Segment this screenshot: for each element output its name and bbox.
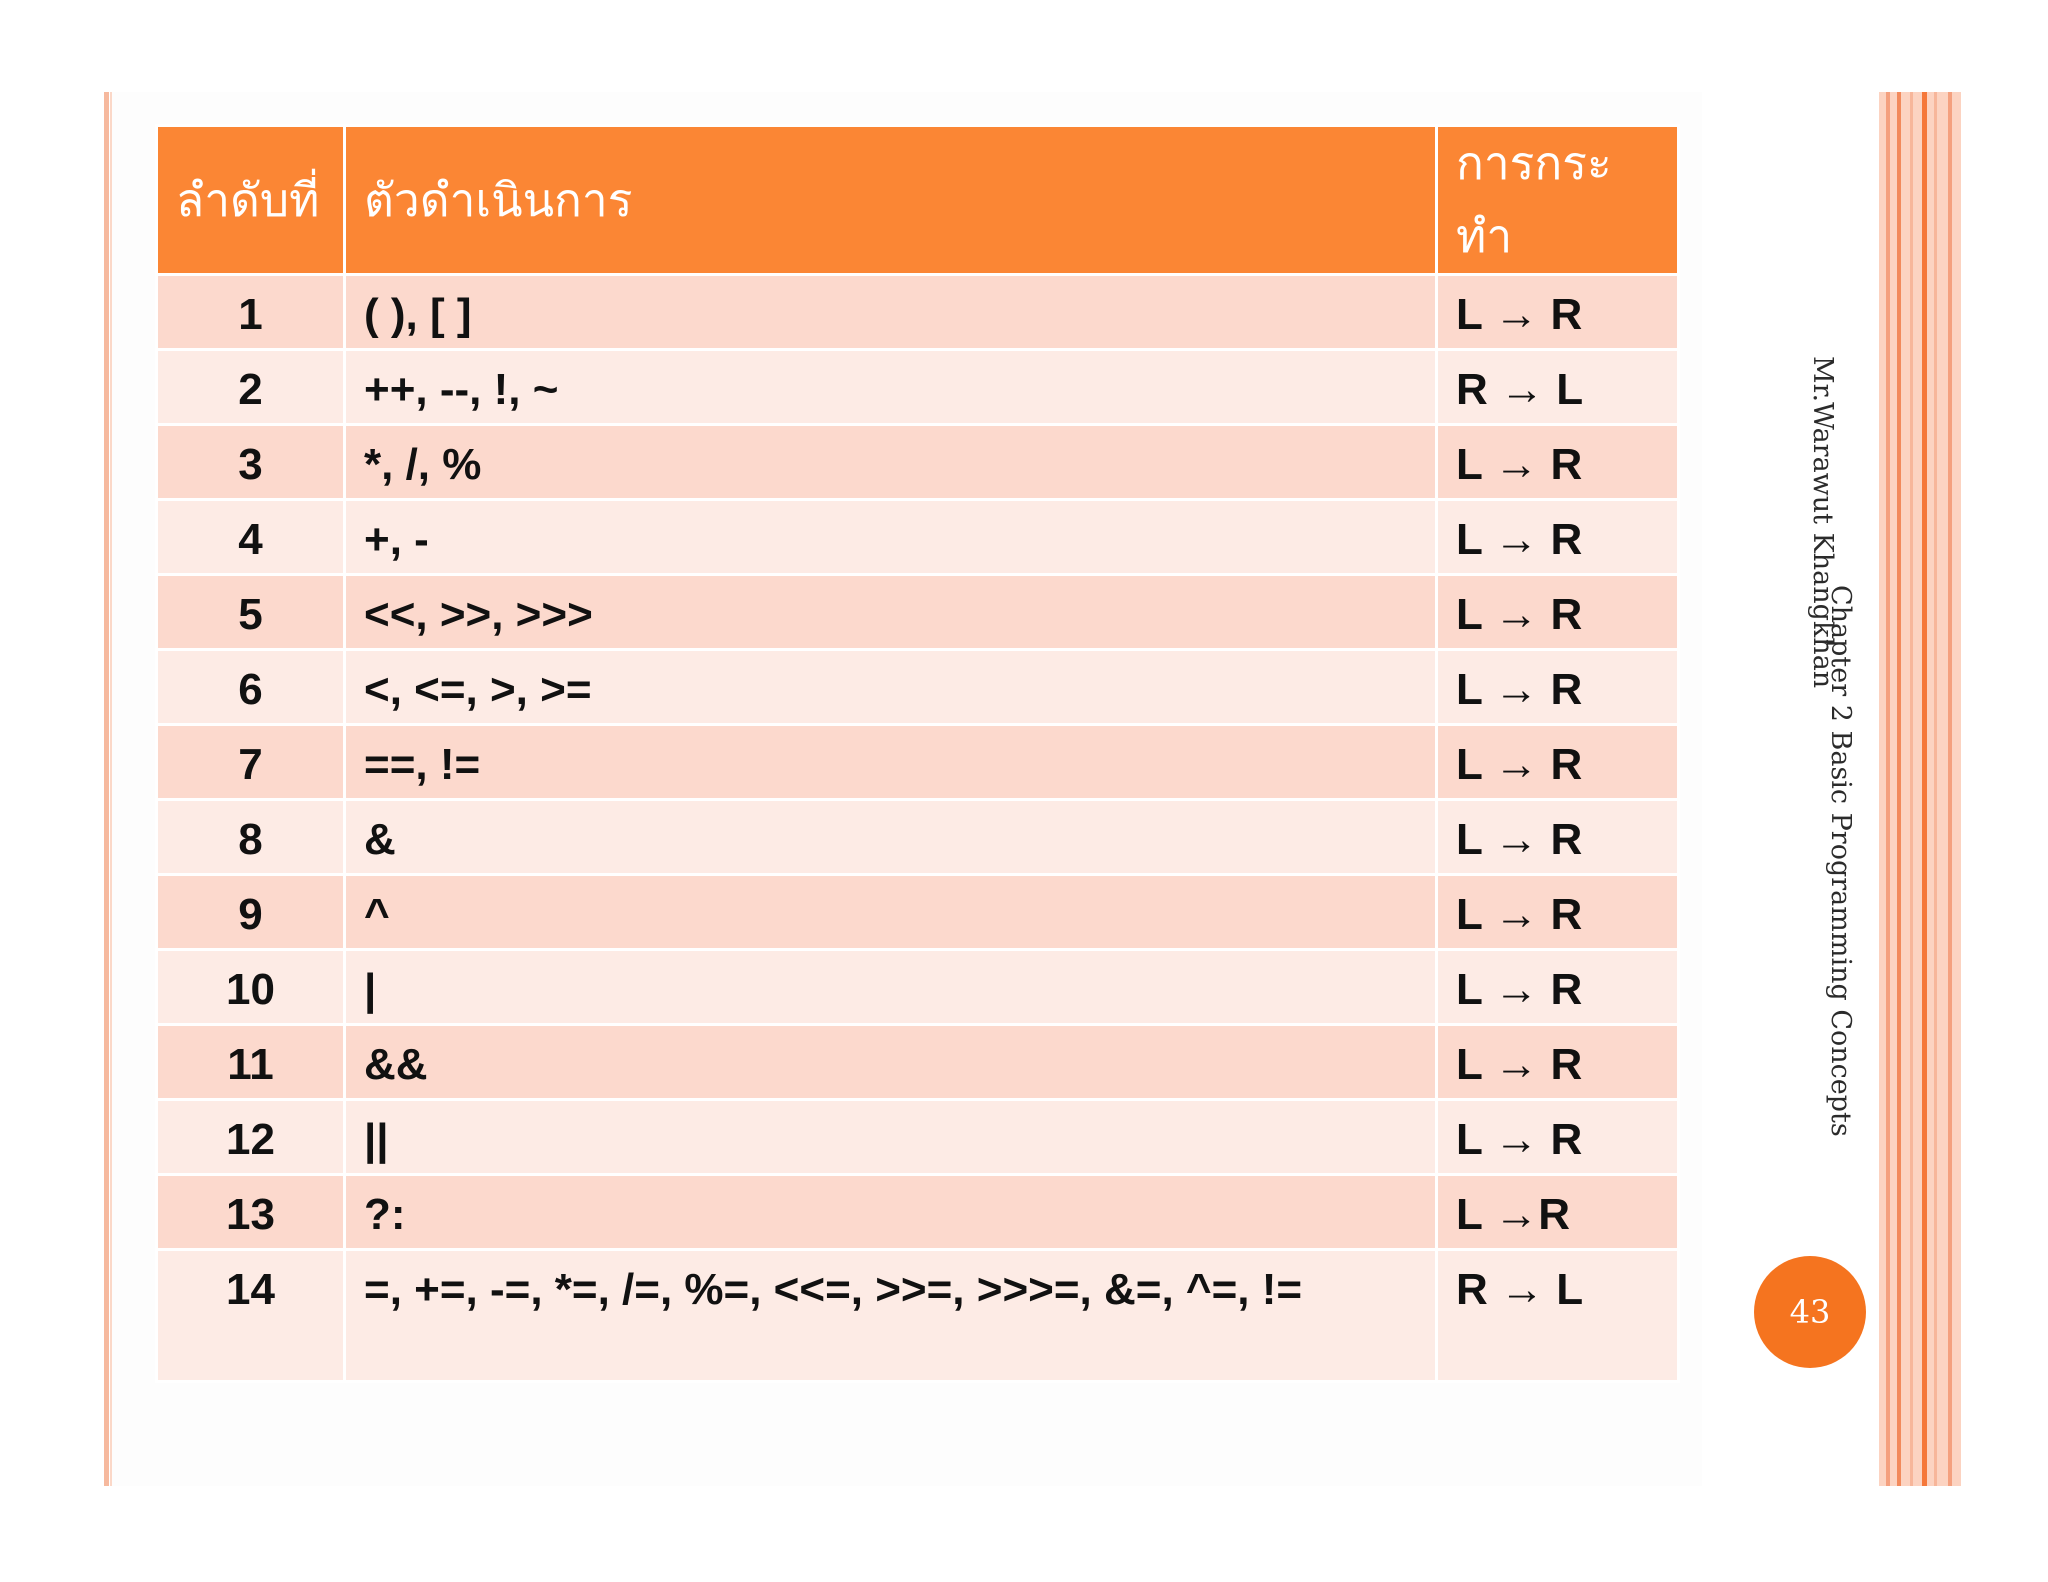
- table-row: [157, 950, 1679, 1025]
- table-row: [157, 575, 1679, 650]
- action-cell: L → R: [1437, 725, 1679, 800]
- operator-cell: ^: [345, 875, 1437, 950]
- table-row: [157, 650, 1679, 725]
- page-number-badge: 43: [1754, 1256, 1866, 1368]
- table-row: [157, 1175, 1679, 1250]
- operator-cell: &: [345, 800, 1437, 875]
- table-row: [157, 1250, 1679, 1382]
- action-cell: L → R: [1437, 275, 1679, 350]
- action-cell: L → R: [1437, 950, 1679, 1025]
- order-cell: 6: [157, 650, 345, 725]
- action-cell: L → R: [1437, 575, 1679, 650]
- operator-cell: &&: [345, 1025, 1437, 1100]
- order-cell: 11: [157, 1025, 345, 1100]
- right-stripe: [1922, 92, 1927, 1486]
- author-name: Mr.Warawut Khangkhan: [1807, 356, 1838, 689]
- operator-cell: ?:: [345, 1175, 1437, 1250]
- right-stripe: [1934, 92, 1937, 1486]
- header-action: การกระทำ: [1437, 126, 1679, 275]
- left-accent-bar: [104, 92, 109, 1486]
- operator-cell: <<, >>, >>>: [345, 575, 1437, 650]
- order-cell: 5: [157, 575, 345, 650]
- order-cell: 4: [157, 500, 345, 575]
- chapter-title: Chapter 2 Basic Programming Concepts: [1825, 585, 1856, 1137]
- order-cell: 10: [157, 950, 345, 1025]
- order-cell: 8: [157, 800, 345, 875]
- table-header-row: [157, 126, 1679, 275]
- action-cell: R → L: [1437, 350, 1679, 425]
- table-row: [157, 1100, 1679, 1175]
- order-cell: 14: [157, 1250, 345, 1382]
- order-cell: 13: [157, 1175, 345, 1250]
- operator-cell: ++, --, !, ~: [345, 350, 1437, 425]
- right-stripe: [1910, 92, 1913, 1486]
- operator-cell: |: [345, 950, 1437, 1025]
- header-order: ลำดับที่: [157, 126, 345, 275]
- table-row: [157, 725, 1679, 800]
- order-cell: 12: [157, 1100, 345, 1175]
- order-cell: 3: [157, 425, 345, 500]
- table-row: [157, 350, 1679, 425]
- right-stripe: [1897, 92, 1901, 1486]
- order-cell: 9: [157, 875, 345, 950]
- action-cell: L → R: [1437, 650, 1679, 725]
- table-row: [157, 875, 1679, 950]
- operator-cell: =, +=, -=, *=, /=, %=, <<=, >>=, >>>=, &=, ^=, !=: [345, 1250, 1437, 1382]
- operator-precedence-table: [155, 124, 1680, 1383]
- operator-cell: +, -: [345, 500, 1437, 575]
- action-cell: L → R: [1437, 1025, 1679, 1100]
- table-row: [157, 425, 1679, 500]
- header-operator: ตัวดำเนินการ: [345, 126, 1437, 275]
- action-cell: L → R: [1437, 800, 1679, 875]
- action-cell: R → L: [1437, 1250, 1679, 1382]
- operator-cell: *, /, %: [345, 425, 1437, 500]
- order-cell: 2: [157, 350, 345, 425]
- table-row: [157, 1025, 1679, 1100]
- right-stripe: [1948, 92, 1952, 1486]
- operator-cell: ||: [345, 1100, 1437, 1175]
- action-cell: L →R: [1437, 1175, 1679, 1250]
- action-cell: L → R: [1437, 1100, 1679, 1175]
- table-row: [157, 500, 1679, 575]
- operator-cell: <, <=, >, >=: [345, 650, 1437, 725]
- order-cell: 7: [157, 725, 345, 800]
- operator-cell: ( ), [ ]: [345, 275, 1437, 350]
- order-cell: 1: [157, 275, 345, 350]
- table-row: [157, 275, 1679, 350]
- operator-cell: ==, !=: [345, 725, 1437, 800]
- action-cell: L → R: [1437, 875, 1679, 950]
- action-cell: L → R: [1437, 425, 1679, 500]
- right-stripe: [1886, 92, 1890, 1486]
- action-cell: L → R: [1437, 500, 1679, 575]
- table-row: [157, 800, 1679, 875]
